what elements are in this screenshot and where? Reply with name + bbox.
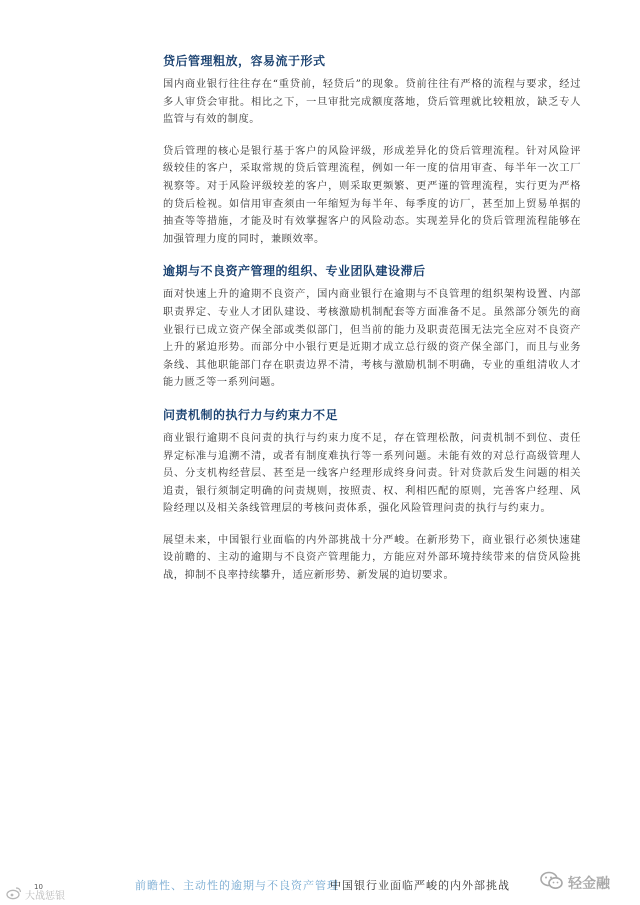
- section-accountability: [163, 406, 581, 585]
- main-content: [163, 52, 581, 599]
- watermark-weibo: [6, 886, 65, 902]
- weibo-icon: [6, 886, 22, 903]
- watermark-wechat: [540, 870, 610, 896]
- paragraph: 商业银行逾期不良问责的执行与约束力度不足，存在管理松散，问责机制不到位、责任界定标准与追溯不清，或者有制度难执行等一系列问题。未能有效的对总行高级管理人员、分支机构经营层、甚至是一线客户经理形成终身问责。针对贷款后发生问题的相关追责，银行须制定明确的问责规则，按照责、权、利相匹配的原则，完善客户经理、风险经理以及相关条线管理层的考核问责体系，强化风险管理问责的执行与约束力。: [163, 432, 581, 515]
- page-footer: [0, 860, 640, 905]
- section-heading: 贷后管理粗放，容易流于形式: [163, 54, 326, 68]
- footer-chapter-title: 中国银行业面临严峻的内外部挑战: [330, 879, 510, 892]
- section-organization: [163, 262, 581, 392]
- section-loan-management: [163, 52, 581, 248]
- paragraph: 展望未来，中国银行业面临的内外部挑战十分严峻。在新形势下，商业银行必须快速建设前瞻的、主动的逾期与不良资产管理能力，方能应对外部环境持续带来的信贷风险挑战，抑制不良率持续攀升，适应新形势、新发展的迫切要求。: [163, 534, 581, 582]
- watermark-text: 大战惩银: [25, 890, 65, 902]
- paragraph: 面对快速上升的逾期不良资产，国内商业银行在逾期与不良管理的组织架构设置、内部职责界定、专业人才团队建设、考核激励机制配套等方面准备不足。虽然部分领先的商业银行已成立资产保全部或类似部门，但当前的能力及职责范围无法完全应对不良资产上升的紧迫形势。而部分中小银行更是近期才成立总行级的资产保全部门，而且与业务条线、其他职能部门存在职责边界不清，考核与激励机制不明确，专业的重组清收人才能力匮乏等一系列问题。: [163, 289, 581, 389]
- section-heading: 逾期与不良资产管理的组织、专业团队建设滞后: [163, 264, 426, 279]
- watermark-text: 轻金融: [568, 876, 610, 892]
- paragraph: 国内商业银行往往存在“重贷前，轻贷后”的现象。贷前往往有严格的流程与要求，经过多人审贷会审批。相比之下，一旦审批完成额度落地，贷后管理就比较粗放，缺乏专人监管与有效的制度。: [163, 79, 581, 126]
- footer-report-title: 前瞻性、主动性的逾期与不良资产管理: [135, 879, 339, 892]
- page-number: 10: [34, 883, 43, 891]
- paragraph: 贷后管理的核心是银行基于客户的风险评级，形成差异化的贷后管理流程。针对风险评级较佳的客户，采取常规的贷后管理流程，例如一年一度的信用审查、每半年一次工厂视察等。对于风险评级较差的客户，则采取更频繁、更严谨的管理流程，实行更为严格的贷后检视。如信用审查须由一年缩短为每半年、每季度的访厂，甚至加上贸易单据的抽查等等措施，才能及时有效掌握客户的风险动态。实现差异化的贷后管理流程能够在加强管理力度的同时，兼顾效率。: [163, 145, 581, 245]
- wechat-icon: [540, 871, 564, 895]
- section-heading: 问责机制的执行力与约束力不足: [163, 407, 339, 422]
